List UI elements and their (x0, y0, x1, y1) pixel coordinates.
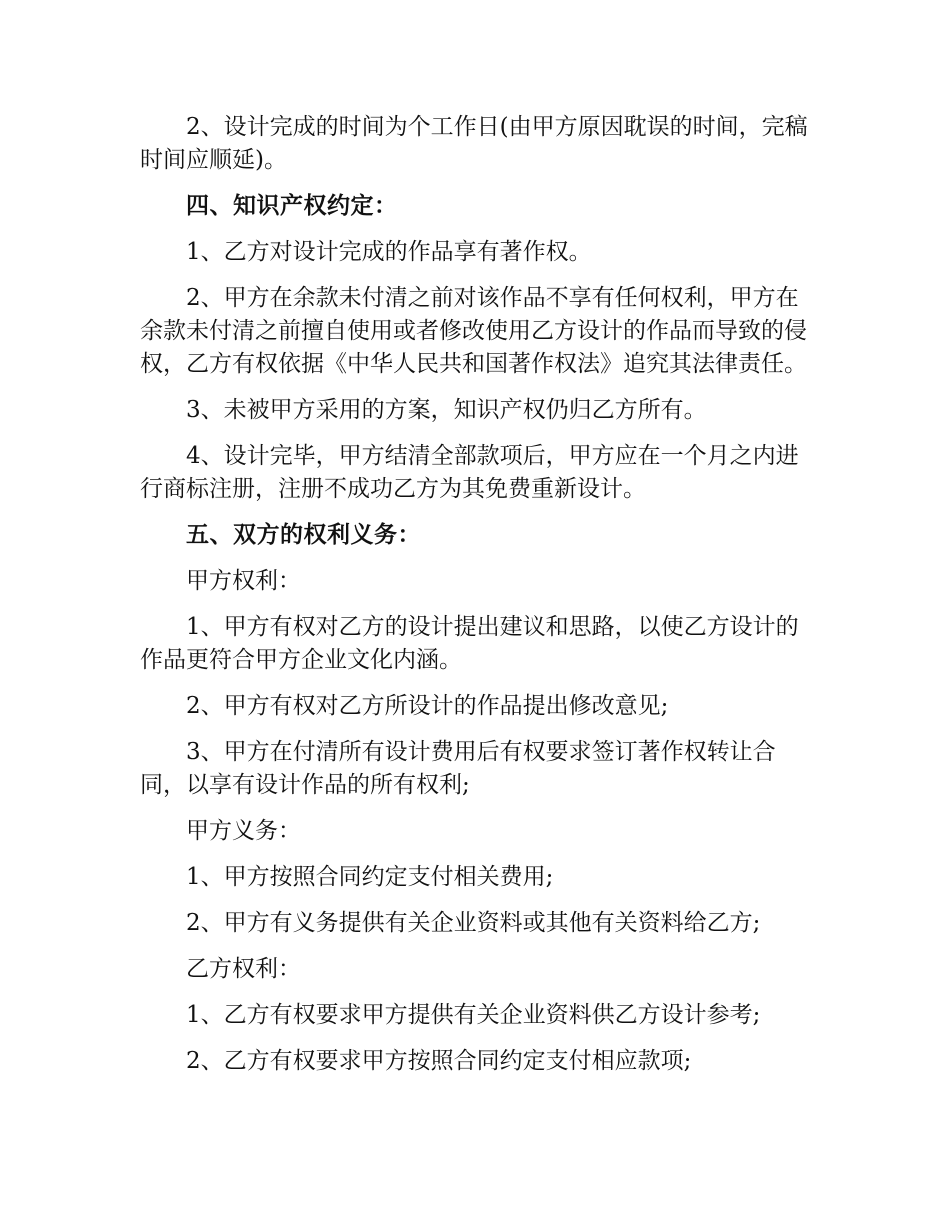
paragraph-party-a-right-1: 1、甲方有权对乙方的设计提出建议和思路，以使乙方设计的作品更符合甲方企业文化内涵。 (140, 614, 799, 673)
paragraph-unused-proposals: 3、未被甲方采用的方案，知识产权仍归乙方所有。 (186, 397, 707, 423)
section-heading-rights-obligations: 五、双方的权利义务： (186, 522, 421, 548)
paragraph-party-b-right-1: 1、乙方有权要求甲方提供有关企业资料供乙方设计参考; (186, 1002, 761, 1028)
paragraph-party-a-right-2: 2、甲方有权对乙方所设计的作品提出修改意见; (186, 693, 669, 719)
paragraph-unpaid-balance-rights: 2、甲方在余款未付清之前对该作品不享有任何权利，甲方在余款未付清之前擅自使用或者修改使用乙方设计的作品而导致的侵权，乙方有权依据《中华人民共和国著作权法》追究其法律责任。 (140, 285, 807, 377)
paragraph-party-a-obligation-1: 1、甲方按照合同约定支付相关费用; (186, 864, 554, 890)
paragraph-trademark-registration: 4、设计完毕，甲方结清全部款项后，甲方应在一个月之内进行商标注册，注册不成功乙方为其免费重新设计。 (140, 443, 799, 502)
paragraph-party-a-right-3: 3、甲方在付清所有设计费用后有权要求签订著作权转让合同，以享有设计作品的所有权利; (140, 739, 776, 798)
document-body (140, 111, 810, 1091)
subheading-party-b-rights: 乙方权利： (186, 956, 301, 982)
section-heading-intellectual-property: 四、知识产权约定： (186, 193, 398, 219)
paragraph-copyright-ownership: 1、乙方对设计完成的作品享有著作权。 (186, 239, 592, 265)
paragraph-design-completion-time: 2、设计完成的时间为个工作日(由甲方原因耽误的时间，完稿时间应顺延)。 (140, 114, 808, 173)
paragraph-party-a-obligation-2: 2、甲方有义务提供有关企业资料或其他有关资料给乙方; (186, 910, 761, 936)
paragraph-party-b-right-2: 2、乙方有权要求甲方按照合同约定支付相应款项; (186, 1048, 692, 1074)
subheading-party-a-obligations: 甲方义务： (186, 818, 301, 844)
subheading-party-a-rights: 甲方权利： (186, 568, 301, 594)
